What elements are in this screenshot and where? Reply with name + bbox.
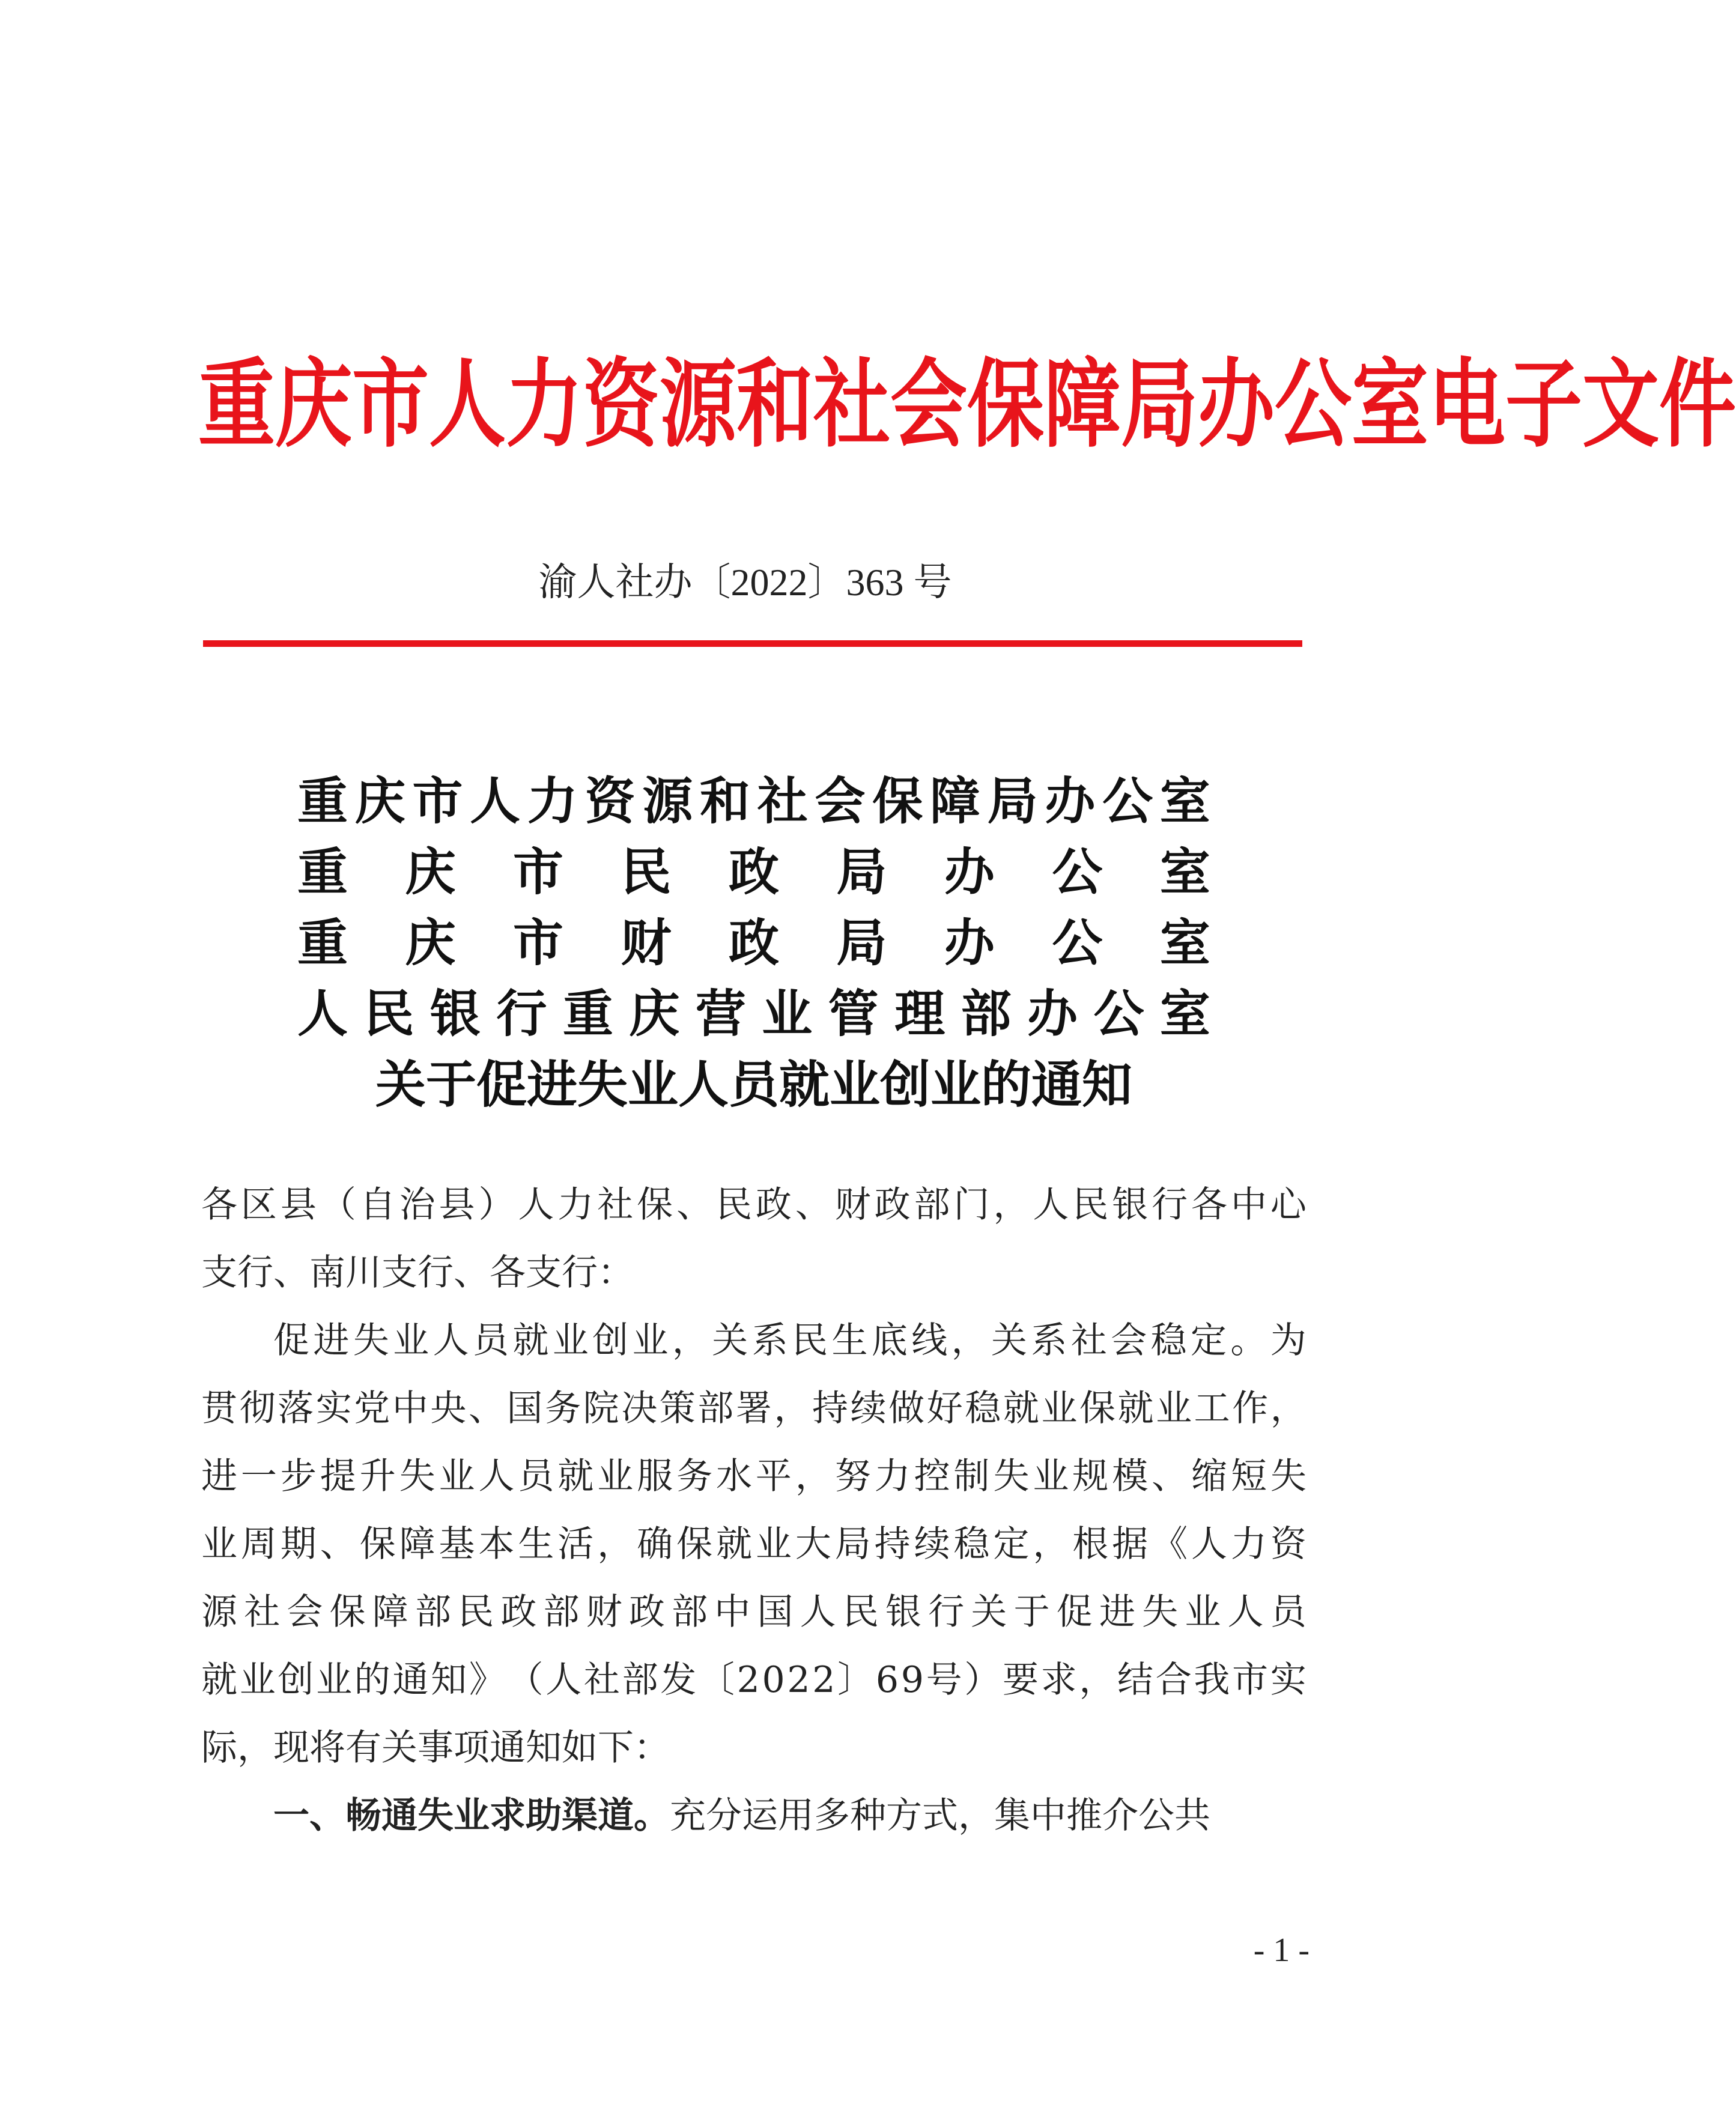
notice-body	[201, 1171, 1307, 1850]
glyph: 办	[944, 913, 995, 972]
glyph: 人	[297, 984, 348, 1043]
glyph: 周	[240, 1523, 277, 1565]
glyph: 民	[621, 842, 672, 902]
glyph: 合	[1155, 1659, 1192, 1701]
glyph: 务	[676, 1455, 713, 1497]
glyph: 公	[1052, 842, 1103, 902]
glyph: 办	[1045, 771, 1096, 831]
body-line: 支行、南川支行、各支行：	[201, 1252, 634, 1294]
glyph: 行	[1152, 1184, 1188, 1226]
glyph: 庆	[354, 771, 405, 831]
glyph: ，	[1033, 1523, 1069, 1565]
glyph: 营	[695, 984, 746, 1043]
glyph: 失	[1270, 1455, 1307, 1497]
glyph: 期	[280, 1523, 317, 1565]
glyph: 障	[399, 1523, 436, 1565]
document-header-title: 重庆市人力资源和社会保障局办公室电子文件	[198, 348, 1736, 461]
glyph: 行	[496, 984, 547, 1043]
glyph: 人	[1191, 1523, 1228, 1565]
glyph: 庆	[405, 842, 456, 902]
glyph: 各	[201, 1184, 237, 1226]
glyph: 保	[359, 1523, 396, 1565]
glyph: 心	[1270, 1184, 1307, 1226]
glyph: 规	[1072, 1455, 1109, 1497]
glyph: 就	[201, 1659, 237, 1701]
glyph: 发	[660, 1659, 697, 1701]
glyph: 政	[728, 842, 779, 902]
glyph: 短	[1230, 1455, 1267, 1497]
glyph: 关	[971, 1591, 1007, 1633]
glyph: 财	[621, 913, 672, 972]
glyph: 作	[1232, 1387, 1269, 1429]
glyph: 业	[552, 1320, 589, 1362]
glyph: 党	[354, 1387, 390, 1429]
glyph: 社	[757, 771, 808, 831]
glyph: 门	[953, 1184, 990, 1226]
glyph: 部	[697, 1387, 734, 1429]
glyph: 财	[834, 1184, 871, 1226]
glyph: 活	[557, 1523, 594, 1565]
issuer-line	[297, 978, 1210, 1049]
glyph: 重	[297, 771, 348, 831]
notice-title-block	[297, 766, 1210, 1120]
glyph: 部	[622, 1659, 658, 1701]
glyph: 创	[592, 1320, 629, 1362]
glyph: 、	[795, 1184, 831, 1226]
glyph: 定	[1190, 1320, 1227, 1362]
glyph: 求	[1040, 1659, 1077, 1701]
glyph: 室	[1159, 842, 1210, 902]
glyph: 社	[597, 1184, 634, 1226]
glyph: 》	[469, 1659, 505, 1701]
glyph: 于	[1013, 1591, 1050, 1633]
glyph: 县	[280, 1184, 317, 1226]
glyph: 保	[329, 1591, 366, 1633]
glyph: 制	[953, 1455, 990, 1497]
glyph: 的	[354, 1659, 390, 1701]
glyph: 、	[1152, 1455, 1188, 1497]
glyph: 通	[392, 1659, 429, 1701]
glyph: 稳	[1150, 1320, 1187, 1362]
glyph: 业	[201, 1523, 237, 1565]
glyph: 〕	[837, 1659, 874, 1701]
glyph: 定	[993, 1523, 1030, 1565]
glyph: 〔	[698, 1659, 735, 1701]
glyph: 政	[755, 1184, 792, 1226]
glyph: 业	[439, 1455, 475, 1497]
glyph: 民	[363, 984, 414, 1043]
glyph: 政	[874, 1184, 911, 1226]
body-line	[201, 1375, 1307, 1443]
glyph: 人	[432, 1320, 469, 1362]
glyph: 控	[914, 1455, 950, 1497]
glyph: 民	[715, 1184, 752, 1226]
glyph: 市	[512, 913, 563, 972]
section-1-line	[201, 1782, 1307, 1850]
glyph: 管	[828, 984, 879, 1043]
glyph: 财	[586, 1591, 622, 1633]
glyph: 促	[1056, 1591, 1093, 1633]
glyph: 2	[787, 1659, 810, 1701]
glyph: ，	[795, 1455, 831, 1497]
glyph: 2	[736, 1659, 760, 1701]
glyph: 务	[545, 1387, 581, 1429]
glyph: 行	[928, 1591, 965, 1633]
glyph: 署	[735, 1387, 772, 1429]
glyph: 根	[1072, 1523, 1109, 1565]
glyph: 员	[518, 1455, 554, 1497]
glyph: 彻	[239, 1387, 276, 1429]
glyph: 银	[429, 984, 481, 1043]
glyph: 模	[1112, 1455, 1149, 1497]
glyph: 会	[1111, 1320, 1147, 1362]
glyph: 部	[672, 1591, 708, 1633]
glyph: 部	[543, 1591, 580, 1633]
glyph: 努	[834, 1455, 871, 1497]
glyph: 部	[414, 1591, 451, 1633]
glyph: 政	[500, 1591, 537, 1633]
glyph: 业	[597, 1455, 634, 1497]
glyph: 系	[1031, 1320, 1067, 1362]
glyph: 一	[240, 1455, 277, 1497]
glyph: 、	[468, 1387, 505, 1429]
glyph: 力	[557, 1184, 594, 1226]
glyph: 策	[659, 1387, 696, 1429]
glyph: 确	[637, 1523, 673, 1565]
glyph: 业	[393, 1320, 429, 1362]
issuer-line	[297, 837, 1210, 908]
body-line	[201, 1578, 1307, 1646]
glyph: 理	[894, 984, 945, 1043]
glyph: （	[320, 1184, 356, 1226]
glyph: 室	[1159, 771, 1210, 831]
glyph: 局	[836, 842, 887, 902]
glyph: 生	[831, 1320, 868, 1362]
glyph: 业	[632, 1320, 669, 1362]
glyph: 国	[506, 1387, 543, 1429]
glyph: 保	[676, 1523, 713, 1565]
glyph: 力	[874, 1455, 911, 1497]
glyph: 落	[278, 1387, 314, 1429]
page-number: - 1 -	[1253, 1932, 1310, 1969]
glyph: 院	[583, 1387, 619, 1429]
glyph: 底	[871, 1320, 908, 1362]
glyph: 业	[762, 984, 813, 1043]
glyph: 公	[1093, 984, 1144, 1043]
glyph: 知	[431, 1659, 467, 1701]
glyph: 失	[993, 1455, 1030, 1497]
glyph: 关	[712, 1320, 748, 1362]
glyph: 人	[545, 1659, 582, 1701]
glyph: 生	[518, 1523, 554, 1565]
glyph: 县	[439, 1184, 475, 1226]
glyph: 就	[512, 1320, 549, 1362]
glyph: 贯	[201, 1387, 237, 1429]
glyph: 资	[1270, 1523, 1307, 1565]
glyph: 业	[1033, 1455, 1069, 1497]
glyph: 自	[359, 1184, 396, 1226]
glyph: 社	[244, 1591, 281, 1633]
glyph: 2	[812, 1659, 836, 1701]
glyph: 各	[1191, 1184, 1228, 1226]
glyph: 6	[875, 1659, 899, 1701]
glyph: 和	[700, 771, 751, 831]
glyph: 、	[320, 1523, 356, 1565]
glyph: 公	[1052, 913, 1103, 972]
glyph: 室	[1159, 984, 1210, 1043]
glyph: 民	[1072, 1184, 1109, 1226]
glyph: 工	[1194, 1387, 1230, 1429]
glyph: 会	[815, 771, 866, 831]
glyph: 中	[714, 1591, 751, 1633]
glyph: 重	[297, 842, 348, 902]
glyph: 社	[583, 1659, 620, 1701]
glyph: 实	[1270, 1659, 1307, 1701]
glyph: 0	[762, 1659, 785, 1701]
glyph: 。	[1230, 1320, 1267, 1362]
glyph: 业	[1156, 1387, 1192, 1429]
glyph: 就	[715, 1523, 752, 1565]
glyph: （	[507, 1659, 544, 1701]
glyph: 《	[1152, 1523, 1188, 1565]
glyph: 办	[944, 842, 995, 902]
glyph: 、	[676, 1184, 713, 1226]
notice-subject: 关于促进失业人员就业创业的通知	[375, 1055, 1132, 1114]
glyph: 就	[1003, 1387, 1039, 1429]
glyph: ，	[672, 1320, 708, 1362]
glyph: 员	[472, 1320, 509, 1362]
glyph: 人	[470, 771, 521, 831]
glyph: 庆	[405, 913, 456, 972]
glyph: 重	[297, 913, 348, 972]
glyph: 业	[316, 1659, 353, 1701]
glyph: 人	[1033, 1184, 1069, 1226]
glyph: 保	[872, 771, 923, 831]
glyph: 业	[1041, 1387, 1078, 1429]
glyph: 社	[1070, 1320, 1107, 1362]
glyph: 局	[834, 1523, 871, 1565]
glyph: 源	[642, 771, 693, 831]
glyph: 市	[412, 771, 463, 831]
glyph: 市	[1232, 1659, 1269, 1701]
glyph: 力	[1230, 1523, 1267, 1565]
glyph: 人	[800, 1591, 836, 1633]
glyph: 障	[372, 1591, 408, 1633]
glyph: 办	[1027, 984, 1078, 1043]
glyph: 政	[728, 913, 779, 972]
glyph: 国	[757, 1591, 794, 1633]
glyph: 平	[755, 1455, 792, 1497]
glyph: 庆	[629, 984, 680, 1043]
glyph: 9	[900, 1659, 924, 1701]
glyph: 结	[1117, 1659, 1153, 1701]
glyph: 进	[1099, 1591, 1135, 1633]
glyph: 线	[911, 1320, 948, 1362]
red-divider-rule	[203, 640, 1302, 647]
glyph: 促	[273, 1320, 309, 1362]
glyph: 持	[812, 1387, 848, 1429]
glyph: 业	[239, 1659, 276, 1701]
glyph: 提	[320, 1455, 356, 1497]
glyph: 治	[399, 1184, 436, 1226]
glyph: 就	[1117, 1387, 1154, 1429]
body-line: 际，现将有关事项通知如下：	[201, 1727, 670, 1769]
glyph: 失	[399, 1455, 436, 1497]
glyph: 号	[926, 1659, 962, 1701]
glyph: 本	[478, 1523, 515, 1565]
glyph: 人	[518, 1184, 554, 1226]
glyph: 会	[287, 1591, 323, 1633]
glyph: 障	[929, 771, 980, 831]
glyph: ，	[951, 1320, 988, 1362]
glyph: 缩	[1191, 1455, 1228, 1497]
glyph: 失	[353, 1320, 389, 1362]
glyph: 保	[637, 1184, 673, 1226]
glyph: 民	[842, 1591, 879, 1633]
glyph: 水	[715, 1455, 752, 1497]
glyph: 中	[392, 1387, 428, 1429]
glyph: 稳	[965, 1387, 1001, 1429]
glyph: 人	[478, 1455, 515, 1497]
issuer-line	[297, 766, 1210, 837]
glyph: ，	[1079, 1659, 1115, 1701]
glyph: 部	[914, 1184, 950, 1226]
glyph: 大	[795, 1523, 831, 1565]
glyph: 进	[313, 1320, 350, 1362]
glyph: 就	[557, 1455, 594, 1497]
glyph: 失	[1142, 1591, 1179, 1633]
glyph: 银	[1112, 1184, 1149, 1226]
glyph: 中	[1230, 1184, 1267, 1226]
glyph: 局	[987, 771, 1038, 831]
glyph: 民	[792, 1320, 828, 1362]
glyph: 据	[1112, 1523, 1149, 1565]
glyph: 步	[280, 1455, 317, 1497]
glyph: 决	[621, 1387, 658, 1429]
glyph: 为	[1270, 1320, 1307, 1362]
glyph: 做	[888, 1387, 925, 1429]
glyph: 续	[914, 1523, 950, 1565]
glyph: 民	[458, 1591, 494, 1633]
glyph: 关	[991, 1320, 1028, 1362]
glyph: 续	[850, 1387, 887, 1429]
glyph: 实	[315, 1387, 352, 1429]
glyph: 人	[1227, 1591, 1264, 1633]
glyph: ，	[993, 1184, 1030, 1226]
glyph: ，	[774, 1387, 810, 1429]
glyph: 政	[628, 1591, 665, 1633]
glyph: 区	[240, 1184, 277, 1226]
glyph: 银	[885, 1591, 921, 1633]
glyph: 升	[359, 1455, 396, 1497]
glyph: 重	[562, 984, 613, 1043]
glyph: 好	[926, 1387, 963, 1429]
glyph: 央	[430, 1387, 467, 1429]
glyph: 资	[584, 771, 636, 831]
glyph: 系	[751, 1320, 788, 1362]
glyph: ，	[1270, 1387, 1307, 1429]
glyph: 市	[512, 842, 563, 902]
section-1-text: 充分运用多种方式，集中推介公共	[670, 1795, 1210, 1837]
glyph: 公	[1102, 771, 1153, 831]
glyph: ）	[964, 1659, 1001, 1701]
section-1-heading: 一、畅通失业求助渠道。	[273, 1795, 670, 1837]
glyph: 力	[527, 771, 578, 831]
glyph: 要	[1002, 1659, 1039, 1701]
glyph: ）	[478, 1184, 515, 1226]
glyph: 室	[1159, 913, 1210, 972]
glyph: 业	[1185, 1591, 1221, 1633]
glyph: 稳	[953, 1523, 990, 1565]
glyph: 持	[874, 1523, 911, 1565]
body-line	[201, 1307, 1307, 1375]
glyph: 局	[836, 913, 887, 972]
glyph: 我	[1194, 1659, 1230, 1701]
glyph: 业	[755, 1523, 792, 1565]
body-line	[201, 1171, 1307, 1239]
document-number: 渝人社办〔2022〕363 号	[538, 561, 952, 604]
body-line	[201, 1511, 1307, 1578]
glyph: 服	[637, 1455, 673, 1497]
issuer-line	[297, 908, 1210, 978]
glyph: 员	[1270, 1591, 1307, 1633]
glyph: 创	[278, 1659, 314, 1701]
glyph: 保	[1079, 1387, 1115, 1429]
glyph: 基	[439, 1523, 475, 1565]
glyph: 源	[201, 1591, 237, 1633]
body-line	[201, 1443, 1307, 1511]
glyph: 进	[201, 1455, 237, 1497]
glyph: 部	[961, 984, 1012, 1043]
glyph: ，	[597, 1523, 634, 1565]
body-line	[201, 1646, 1307, 1714]
